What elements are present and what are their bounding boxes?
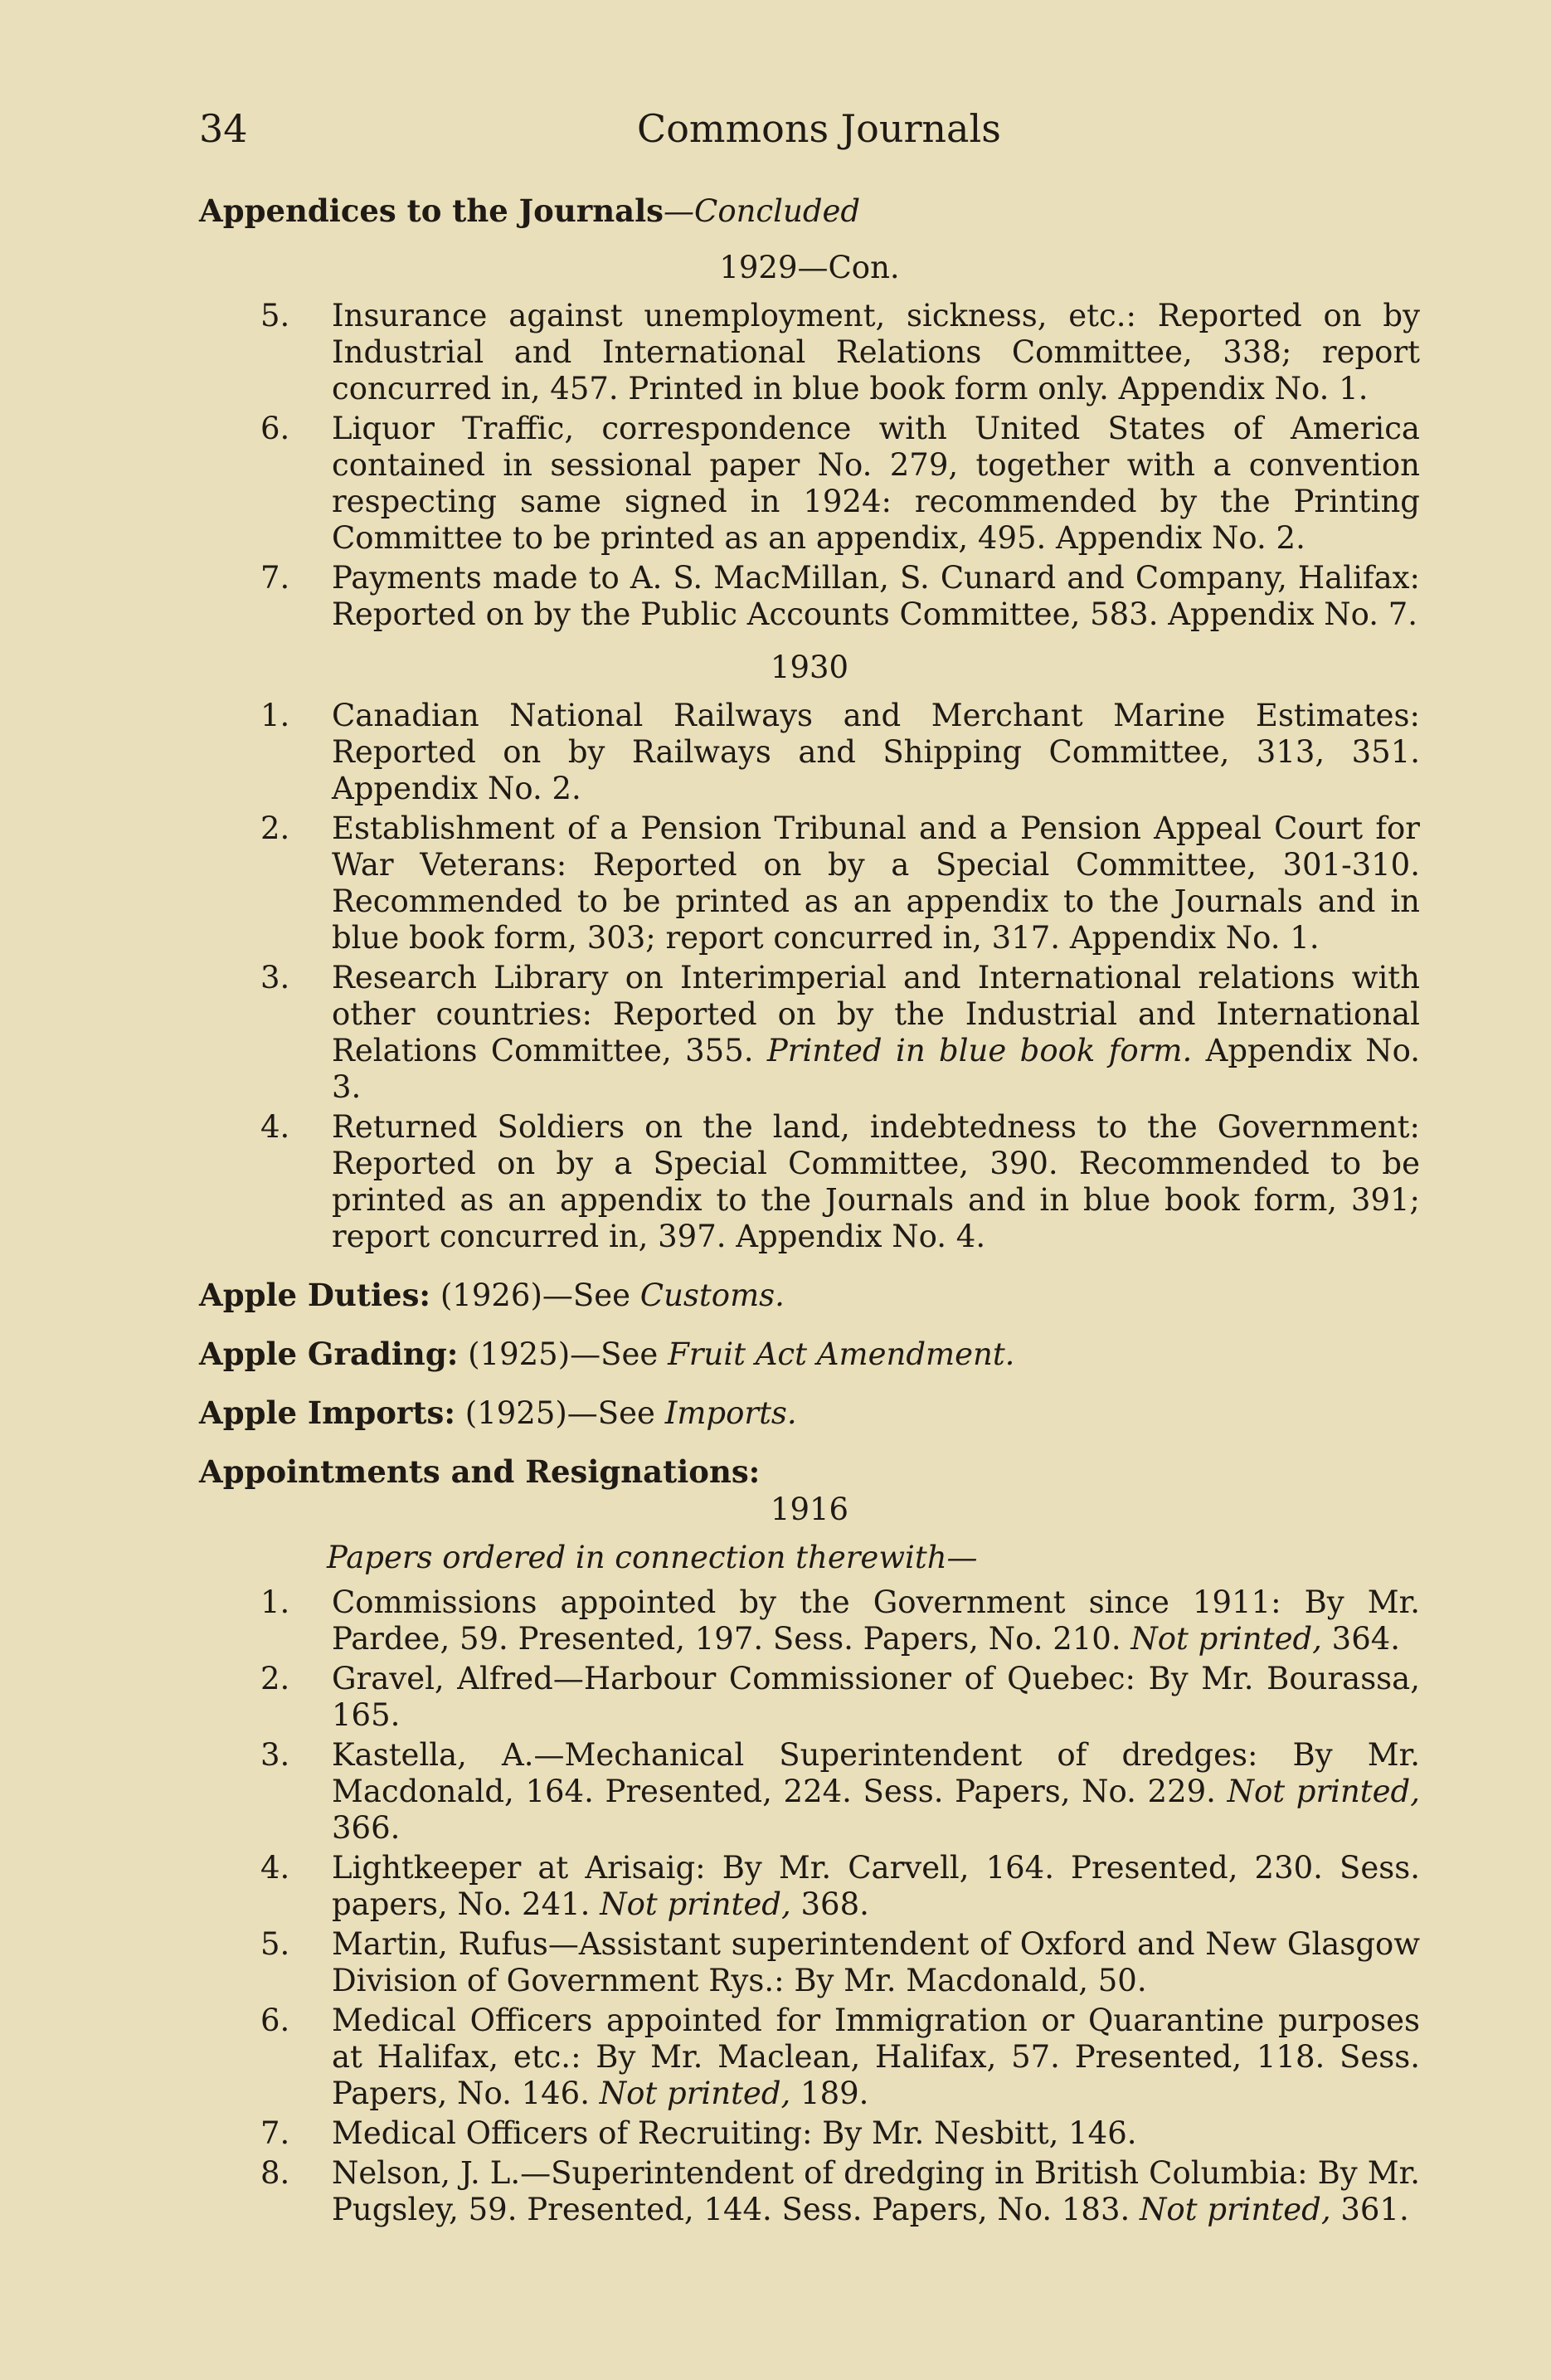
list-item: 1. Canadian National Railways and Merchant Marine Estimates: Reported on by Railways and Shipping Committee, 313, 351. Appendix No. 2. bbox=[260, 698, 1420, 806]
list-item: 6. Medical Officers appointed for Immigration or Quarantine purposes at Halifax, etc.: By Mr. Maclean, Halifax, 57. Presented, 118. Sess. Papers, No. 146. Not printed, 189. bbox=[260, 2003, 1420, 2111]
list-item: 1. Commissions appointed by the Government since 1911: By Mr. Pardee, 59. Presented, 197. Sess. Papers, No. 210. Not printed, 364. bbox=[260, 1584, 1420, 1657]
page-number: 34 bbox=[199, 106, 248, 151]
appendices-heading: Appendices to the Journals—Concluded bbox=[199, 192, 861, 229]
xref-apple-imports: Apple Imports: (1925)—See Imports. bbox=[199, 1394, 797, 1431]
list-item: 3. Kastella, A.—Mechanical Superintendent of dredges: By Mr. Macdonald, 164. Presented, 224. Sess. Papers, No. 229. Not printed, 366. bbox=[260, 1737, 1421, 1846]
list-item: 6. Liquor Traffic, correspondence with United States of America contained in sessional paper No. 279, together with a convention respecting same signed in 1924: recommended by the Printing Committee to be printed as an appendix, 495. Appendix No. 2. bbox=[260, 411, 1420, 556]
papers-note: Papers ordered in connection therewith— bbox=[327, 1540, 978, 1575]
year-heading: 1916 bbox=[770, 1492, 849, 1527]
list-item: 7. Payments made to A. S. MacMillan, S. Cunard and Company, Halifax: Reported on by the Public Accounts Committee, 583. Appendix No. 7. bbox=[260, 560, 1420, 632]
list-item: 4. Lightkeeper at Arisaig: By Mr. Carvell, 164. Presented, 230. Sess. papers, No. 241. Not printed, 368. bbox=[260, 1850, 1420, 1922]
list-item: 4. Returned Soldiers on the land, indebtedness to the Government: Reported on by a Special Committee, 390. Recommended to be printed as an appendix to the Journals and in blue book form, 391; report concurred in, 397. Appendix No. 4. bbox=[260, 1109, 1420, 1254]
year-heading: 1929—Con. bbox=[719, 250, 900, 285]
list-item: 3. Research Library on Interimperial and International relations with other countries: Reported on by the Industrial and International Relations Committee, 355. Printed in blue book form. Appendix No. 3. bbox=[260, 960, 1420, 1105]
list-item: 7. Medical Officers of Recruiting: By Mr. Nesbitt, 146. bbox=[260, 2115, 1137, 2151]
xref-apple-duties: Apple Duties: (1926)—See Customs. bbox=[199, 1277, 785, 1313]
list-item: 8. Nelson, J. L.—Superintendent of dredging in British Columbia: By Mr. Pugsley, 59. Presented, 144. Sess. Papers, No. 183. Not printed, 361. bbox=[260, 2155, 1420, 2227]
list-item: 5. Insurance against unemployment, sickness, etc.: Reported on by Industrial and International Relations Committee, 338; report concurred in, 457. Printed in blue book form only. Appendix No. 1. bbox=[260, 298, 1420, 406]
xref-apple-grading: Apple Grading: (1925)—See Fruit Act Amendment. bbox=[199, 1336, 1015, 1372]
list-item: 2. Gravel, Alfred—Harbour Commissioner of Quebec: By Mr. Bourassa, 165. bbox=[260, 1661, 1420, 1733]
page-header bbox=[199, 106, 1381, 173]
list-item: 2. Establishment of a Pension Tribunal and a Pension Appeal Court for War Veterans: Reported on by a Special Committee, 301-310. Recommended to be printed as an appendix to the Journals and in blue book form, 303; report concurred in, 317. Appendix No. 1. bbox=[260, 810, 1420, 956]
running-title: Commons Journals bbox=[637, 106, 1001, 151]
list-item: 5. Martin, Rufus—Assistant superintendent of Oxford and New Glasgow Division of Government Rys.: By Mr. Macdonald, 50. bbox=[260, 1926, 1420, 1998]
year-heading: 1930 bbox=[770, 650, 849, 685]
appointments-heading: Appointments and Resignations: bbox=[199, 1453, 761, 1490]
page-content bbox=[199, 192, 1420, 2232]
